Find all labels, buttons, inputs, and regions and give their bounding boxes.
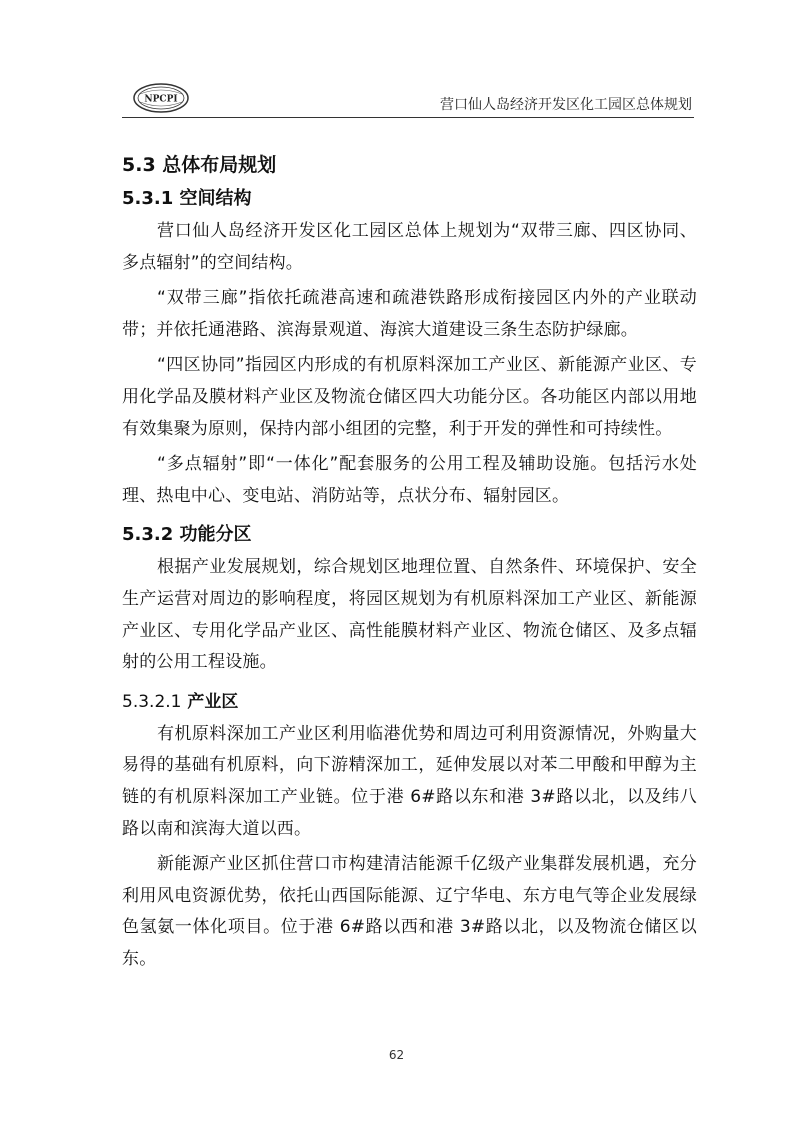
page-header	[122, 78, 694, 118]
paragraph: 新能源产业区抓住营口市构建清洁能源千亿级产业集群发展机遇，充分利用风电资源优势，依托山西国际能源、辽宁华电、东方电气等企业发展绿色氢氨一体化项目。位于港 6#路以西和港 3#路以北，以及物流仓储区以东。	[122, 854, 697, 969]
paragraph: 根据产业发展规划，综合规划区地理位置、自然条件、环境保护、安全生产运营对周边的影响程度，将园区规划为有机原料深加工产业区、新能源产业区、专用化学品产业区、高性能膜材料产业区、物流仓储区、及多点辐射的公用工程设施。	[122, 557, 697, 673]
paragraph: “多点辐射”即“一体化”配套服务的公用工程及辅助设施。包括污水处理、热电中心、变电站、消防站等，点状分布、辐射园区。	[122, 454, 697, 506]
paragraph: “双带三廊”指依托疏港高速和疏港铁路形成衔接园区内外的产业联动带；并依托通港路、滨海景观道、海滨大道建设三条生态防护绿廊。	[122, 288, 697, 340]
paragraph: 营口仙人岛经济开发区化工园区总体上规划为“双带三廊、四区协同、多点辐射”的空间结构。	[122, 221, 697, 273]
subsection-heading-functional-zones: 5.3.2 功能分区	[122, 524, 252, 546]
header-divider	[122, 117, 694, 118]
section-heading: 5.3 总体布局规划	[122, 154, 277, 176]
header-title: 营口仙人岛经济开发区化工园区总体规划	[440, 97, 692, 113]
paragraph: 有机原料深加工产业区利用临港优势和周边可利用资源情况，外购量大易得的基础有机原料，向下游精深加工，延伸发展以对苯二甲酸和甲醇为主链的有机原料深加工产业链。位于港 6#路以东和港 3#路以北，以及纬八路以南和滨海大道以西。	[122, 723, 697, 839]
page-number: 62	[388, 1048, 405, 1062]
subsubsection-number: 5.3.2.1	[122, 691, 182, 712]
svg-text:NPCPI: NPCPI	[144, 94, 178, 105]
subsubsection-title: 产业区	[187, 691, 239, 712]
npcpi-logo	[132, 82, 190, 114]
subsubsection-heading-industrial-zone	[122, 685, 697, 719]
subsection-heading-spatial-structure: 5.3.1 空间结构	[122, 188, 252, 209]
paragraph: “四区协同”指园区内形成的有机原料深加工产业区、新能源产业区、专用化学品及膜材料产业区及物流仓储区四大功能分区。各功能区内部以用地有效集聚为原则，保持内部小组团的完整，利于开发的弹性和可持续性。	[122, 355, 697, 439]
main-content	[122, 148, 697, 975]
